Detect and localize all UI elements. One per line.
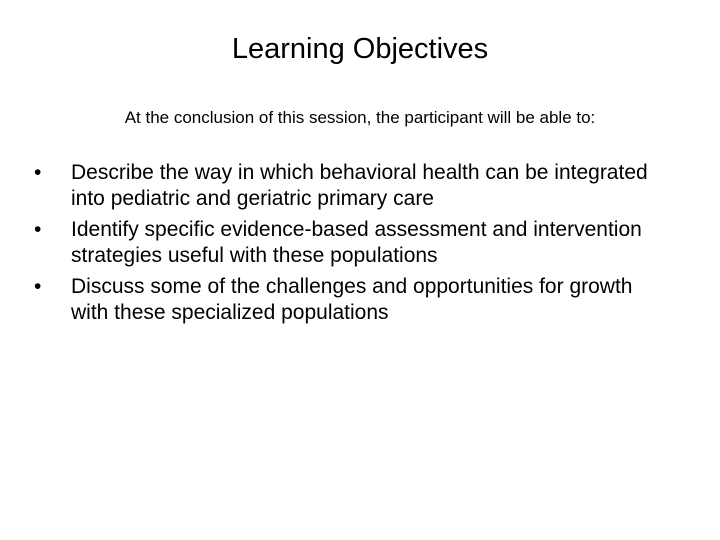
objective-item: [34, 160, 674, 212]
objectives-list: [34, 160, 674, 331]
objective-item: [34, 217, 674, 269]
bullet-icon: •: [34, 161, 42, 184]
objective-text: Identify specific evidence-based assessment and intervention strategies useful with these populations: [71, 218, 642, 267]
bullet-icon: •: [34, 218, 42, 241]
objective-text: Describe the way in which behavioral health can be integrated into pediatric and geriatric primary care: [71, 161, 648, 210]
bullet-icon: •: [34, 275, 42, 298]
slide-subtitle: At the conclusion of this session, the participant will be able to:: [124, 108, 596, 127]
objective-item: [34, 274, 674, 326]
objective-text: Discuss some of the challenges and opportunities for growth with these specialized populations: [71, 275, 633, 324]
slide-title: Learning Objectives: [231, 33, 489, 65]
